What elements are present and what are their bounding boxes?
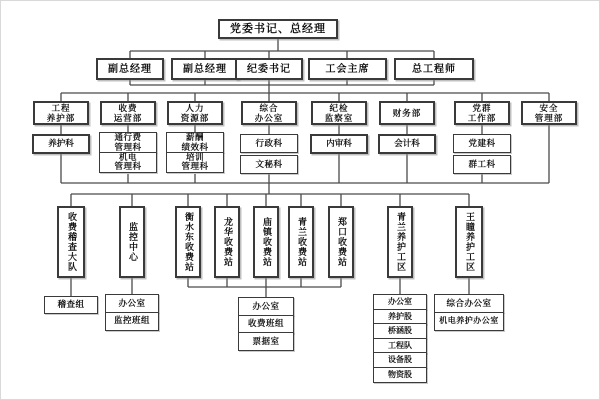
node-label: 青兰养护工区 bbox=[395, 212, 406, 272]
node-label: 监控班组 bbox=[113, 315, 150, 326]
node-label: 管理科 bbox=[114, 161, 142, 171]
node-unit-wangtong-maintenance-area bbox=[455, 206, 483, 278]
node-label: 郑口收费站 bbox=[336, 217, 347, 267]
node-label: 工会主席 bbox=[325, 63, 370, 75]
node-label: 监控中心 bbox=[127, 222, 138, 262]
node-label: 管理科 bbox=[114, 141, 142, 152]
node-label: 绩效科 bbox=[181, 141, 209, 152]
node-label: 设备股 bbox=[388, 355, 412, 365]
node-section-internal-audit bbox=[310, 134, 368, 154]
node-label: 群工科 bbox=[468, 158, 496, 169]
node-section-electromechanical-management bbox=[99, 152, 157, 173]
node-label: 党建科 bbox=[468, 137, 496, 148]
node-dept-party-mass-work bbox=[454, 101, 510, 125]
node-label: 综合办公室 bbox=[446, 297, 492, 308]
node-label: 办公室 bbox=[254, 113, 284, 123]
qinglan-maintenance-subunits bbox=[373, 294, 427, 383]
node-chief-engineer bbox=[394, 58, 474, 80]
node-discipline-committee-secretary bbox=[235, 58, 303, 80]
node-section-party-building bbox=[453, 134, 511, 153]
node-section-accounting bbox=[378, 134, 436, 154]
node-label: 副总经理 bbox=[183, 63, 227, 75]
node-label: 票据室 bbox=[252, 335, 280, 346]
node-unit-zhengkou-toll-station bbox=[328, 206, 354, 278]
node-unit-longhua-toll-station bbox=[214, 206, 240, 278]
node-label: 薪酬 bbox=[185, 132, 204, 142]
node-label: 资源部 bbox=[180, 113, 210, 123]
node-unit-qinglan-toll-station bbox=[288, 206, 314, 278]
general-office-sections bbox=[240, 134, 298, 174]
node-label: 机电养护办公室 bbox=[439, 316, 499, 326]
node-sub-general-office bbox=[434, 294, 504, 313]
node-section-toll-fee-management bbox=[99, 132, 157, 153]
node-label: 纪委书记 bbox=[247, 63, 291, 75]
node-label: 运营部 bbox=[113, 113, 143, 123]
node-dept-safety-management bbox=[521, 101, 577, 125]
node-section-secretarial bbox=[240, 155, 298, 174]
node-label: 龙华收费站 bbox=[222, 217, 233, 267]
connector-root-executives bbox=[130, 39, 434, 58]
node-label: 养护股 bbox=[388, 311, 412, 321]
node-party-secretary-general-manager bbox=[218, 19, 338, 39]
node-section-administration bbox=[240, 134, 298, 153]
node-unit-monitoring-center bbox=[119, 206, 145, 278]
node-label: 培训 bbox=[185, 151, 204, 162]
node-label: 办公室 bbox=[388, 297, 412, 307]
node-label: 养护科 bbox=[48, 138, 74, 149]
node-label: 王瞳养护工区 bbox=[464, 212, 475, 272]
node-label: 监察室 bbox=[324, 113, 354, 123]
node-deputy-general-manager-2 bbox=[171, 58, 239, 80]
toll-stations-shared-subunits bbox=[238, 297, 294, 351]
node-label: 工程 bbox=[51, 103, 71, 113]
node-union-chairman bbox=[308, 58, 387, 80]
node-sub-inspection-team bbox=[44, 296, 98, 314]
party-mass-work-sections bbox=[453, 134, 511, 174]
node-dept-finance bbox=[379, 101, 435, 125]
node-label: 内审科 bbox=[326, 138, 352, 149]
node-label: 物资股 bbox=[388, 369, 412, 379]
node-section-training-management bbox=[166, 152, 224, 173]
node-label: 副总经理 bbox=[108, 63, 152, 75]
wangtong-maintenance-subunits bbox=[434, 294, 504, 331]
node-label: 总工程师 bbox=[412, 63, 456, 75]
node-dept-human-resources bbox=[167, 101, 223, 125]
connector-executives-departments bbox=[61, 80, 549, 101]
inspection-brigade-subunits bbox=[44, 296, 98, 314]
node-label: 机电 bbox=[118, 151, 137, 162]
node-label: 工作部 bbox=[467, 113, 497, 123]
node-label: 稽查组 bbox=[57, 299, 85, 310]
node-sub-materials-unit bbox=[373, 367, 427, 383]
node-label: 人力 bbox=[185, 103, 205, 113]
node-deputy-general-manager-1 bbox=[96, 58, 164, 80]
node-label: 庙镇收费站 bbox=[261, 217, 272, 267]
node-label: 办公室 bbox=[118, 297, 146, 308]
node-label: 桥涵股 bbox=[388, 326, 412, 336]
node-label: 办公室 bbox=[252, 300, 280, 311]
node-section-salary-performance bbox=[166, 132, 224, 153]
node-sub-office bbox=[105, 294, 159, 313]
node-label: 管理科 bbox=[181, 161, 209, 171]
node-sub-ticket-room bbox=[238, 332, 294, 351]
node-label: 收费 bbox=[118, 103, 138, 113]
node-label: 安全 bbox=[539, 103, 559, 113]
node-unit-miaozhen-toll-station bbox=[253, 206, 279, 278]
node-label: 行政科 bbox=[255, 137, 283, 148]
node-label: 收费稽查大队 bbox=[66, 212, 77, 272]
node-label: 青兰收费站 bbox=[296, 217, 307, 267]
node-sub-electromechanical-maintenance-office bbox=[434, 312, 504, 331]
node-dept-toll-operations bbox=[100, 101, 156, 125]
monitoring-center-subunits bbox=[105, 294, 159, 331]
node-sub-toll-team bbox=[238, 315, 294, 334]
node-label: 收费班组 bbox=[247, 318, 284, 329]
node-dept-discipline-inspection bbox=[311, 101, 367, 125]
toll-operations-sections bbox=[99, 132, 157, 173]
node-unit-hengshuidong-toll-station bbox=[175, 206, 201, 278]
node-section-mass-work bbox=[453, 155, 511, 174]
node-label: 综合 bbox=[259, 103, 279, 113]
node-label: 管理部 bbox=[534, 113, 564, 123]
node-label: 通行费 bbox=[114, 132, 142, 142]
node-label: 纪检 bbox=[329, 103, 349, 113]
node-label: 党群 bbox=[472, 103, 492, 113]
node-label: 党委书记、总经理 bbox=[230, 22, 326, 35]
node-label: 会计科 bbox=[394, 138, 420, 149]
human-resources-sections bbox=[166, 132, 224, 173]
node-sub-office bbox=[238, 297, 294, 316]
node-unit-qinglan-maintenance-area bbox=[387, 206, 413, 278]
node-unit-toll-inspection-brigade bbox=[57, 206, 85, 278]
node-label: 养护部 bbox=[46, 113, 76, 123]
node-label: 工程队 bbox=[388, 340, 412, 350]
node-section-maintenance bbox=[32, 134, 90, 154]
node-label: 衡水东收费站 bbox=[183, 212, 194, 272]
node-label: 财务部 bbox=[392, 108, 422, 118]
node-dept-general-office bbox=[241, 101, 297, 125]
node-label: 文秘科 bbox=[255, 158, 283, 169]
node-dept-engineering-maintenance bbox=[33, 101, 89, 125]
node-sub-monitoring-team bbox=[105, 312, 159, 331]
